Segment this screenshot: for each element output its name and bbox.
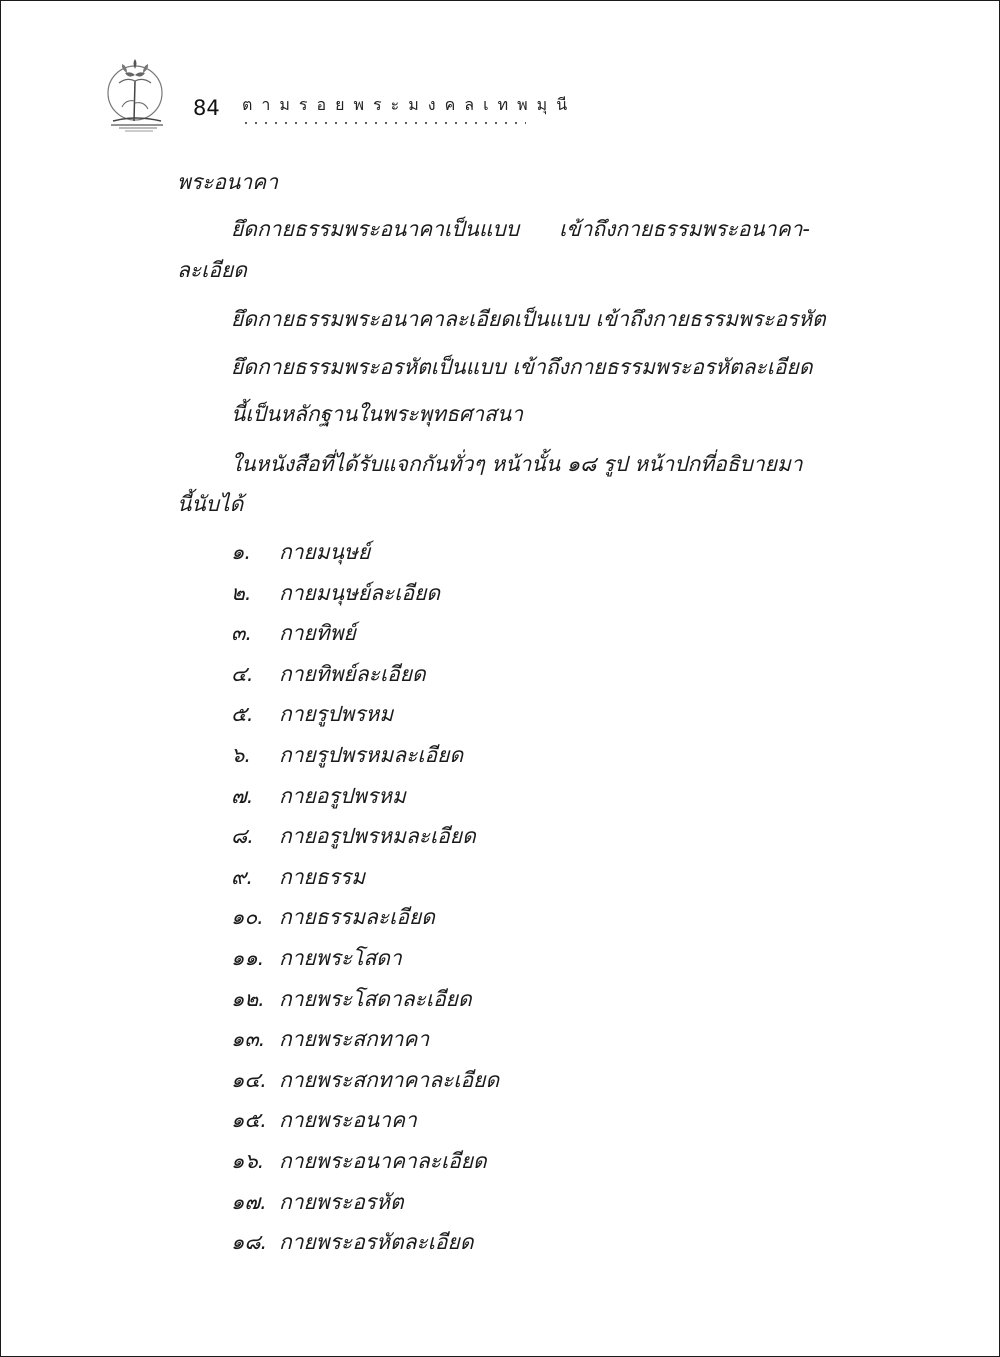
list-item bbox=[231, 1146, 499, 1187]
list-item bbox=[231, 578, 499, 619]
list-number: ๑๔. bbox=[231, 1067, 267, 1092]
list-text: กายอรูปพรหมละเอียด bbox=[279, 824, 476, 849]
paragraph-5-line-2: นี้นับได้ bbox=[177, 492, 244, 516]
list-number: ๕. bbox=[231, 702, 254, 727]
list-number: ๑. bbox=[231, 540, 252, 564]
list-number: ๑๐. bbox=[231, 905, 264, 930]
lotus-emblem-icon bbox=[105, 51, 169, 139]
page-number: 84 bbox=[193, 96, 220, 120]
paragraph-1-line-1: ยึดกายธรรมพระอนาคาเป็นแบบ เข้าถึงกายธรรมพระอนาคา- bbox=[231, 217, 810, 241]
list-text: กายอรูปพรหม bbox=[279, 783, 406, 808]
list-item bbox=[231, 699, 499, 740]
list-text: กายธรรมละเอียด bbox=[279, 905, 435, 930]
list-text: กายมนุษย์ bbox=[279, 540, 371, 564]
list-number: ๓. bbox=[231, 621, 253, 646]
list-number: ๙. bbox=[231, 864, 254, 889]
list-number: ๑๕. bbox=[231, 1108, 267, 1133]
dotted-rule bbox=[241, 120, 526, 126]
list-text: กายพระโสดาละเอียด bbox=[279, 986, 472, 1011]
list-number: ๘. bbox=[231, 824, 254, 849]
running-title: ตามรอยพระมงคลเทพมุนี bbox=[242, 95, 577, 114]
list-item bbox=[231, 1187, 499, 1228]
list-text: กายพระสกทาคา bbox=[279, 1027, 430, 1052]
list-number: ๖. bbox=[231, 742, 252, 767]
list-text: กายรูปพรหม bbox=[279, 702, 394, 727]
list-text: กายพระอรหัตละเอียด bbox=[279, 1230, 474, 1255]
paragraph-5-line-1: ในหนังสือที่ได้รับแจกกันทั่วๆ หน้านั้น ๑๘ รูป หน้าปกที่อธิบายมา bbox=[231, 452, 803, 476]
list-item bbox=[231, 943, 499, 984]
list-number: ๑๗. bbox=[231, 1189, 267, 1214]
list-number: ๑๒. bbox=[231, 986, 265, 1011]
list-text: กายธรรม bbox=[279, 864, 366, 889]
list-number: ๗. bbox=[231, 783, 254, 808]
list-text: กายทิพย์ละเอียด bbox=[279, 661, 426, 686]
list-number: ๔. bbox=[231, 661, 254, 686]
list-text: กายพระโสดา bbox=[279, 945, 402, 970]
list-text: กายมนุษย์ละเอียด bbox=[279, 580, 441, 605]
list-item bbox=[231, 781, 499, 822]
list-number: ๑๖. bbox=[231, 1148, 265, 1173]
list-number: ๑๑. bbox=[231, 945, 265, 970]
paragraph-2: ยึดกายธรรมพระอนาคาละเอียดเป็นแบบ เข้าถึงกายธรรมพระอรหัต bbox=[231, 307, 826, 331]
list-item bbox=[231, 1227, 499, 1268]
list-item bbox=[231, 537, 499, 578]
list-number: ๒. bbox=[231, 580, 252, 605]
paragraph-3: ยึดกายธรรมพระอรหัตเป็นแบบ เข้าถึงกายธรรมพระอรหัตละเอียด bbox=[231, 355, 813, 379]
list-item bbox=[231, 618, 499, 659]
list-text: กายพระอนาคา bbox=[279, 1108, 417, 1133]
paragraph-4: นี้เป็นหลักฐานในพระพุทธศาสนา bbox=[231, 402, 523, 426]
section-heading: พระอนาคา bbox=[177, 170, 279, 194]
list-number: ๑๓. bbox=[231, 1027, 266, 1052]
list-item bbox=[231, 821, 499, 862]
list-item bbox=[231, 984, 499, 1025]
body-list bbox=[231, 537, 499, 1268]
paragraph-1-line-2: ละเอียด bbox=[177, 258, 247, 282]
list-item bbox=[231, 659, 499, 700]
list-item bbox=[231, 1065, 499, 1106]
list-text: กายพระอนาคาละเอียด bbox=[279, 1148, 487, 1173]
list-text: กายพระสกทาคาละเอียด bbox=[279, 1067, 500, 1092]
list-item bbox=[231, 902, 499, 943]
list-number: ๑๘. bbox=[231, 1230, 268, 1255]
list-item bbox=[231, 1105, 499, 1146]
list-item bbox=[231, 1024, 499, 1065]
list-text: กายทิพย์ bbox=[279, 621, 356, 646]
list-text: กายพระอรหัต bbox=[279, 1189, 404, 1214]
list-item bbox=[231, 740, 499, 781]
list-item bbox=[231, 862, 499, 903]
list-text: กายรูปพรหมละเอียด bbox=[279, 742, 464, 767]
